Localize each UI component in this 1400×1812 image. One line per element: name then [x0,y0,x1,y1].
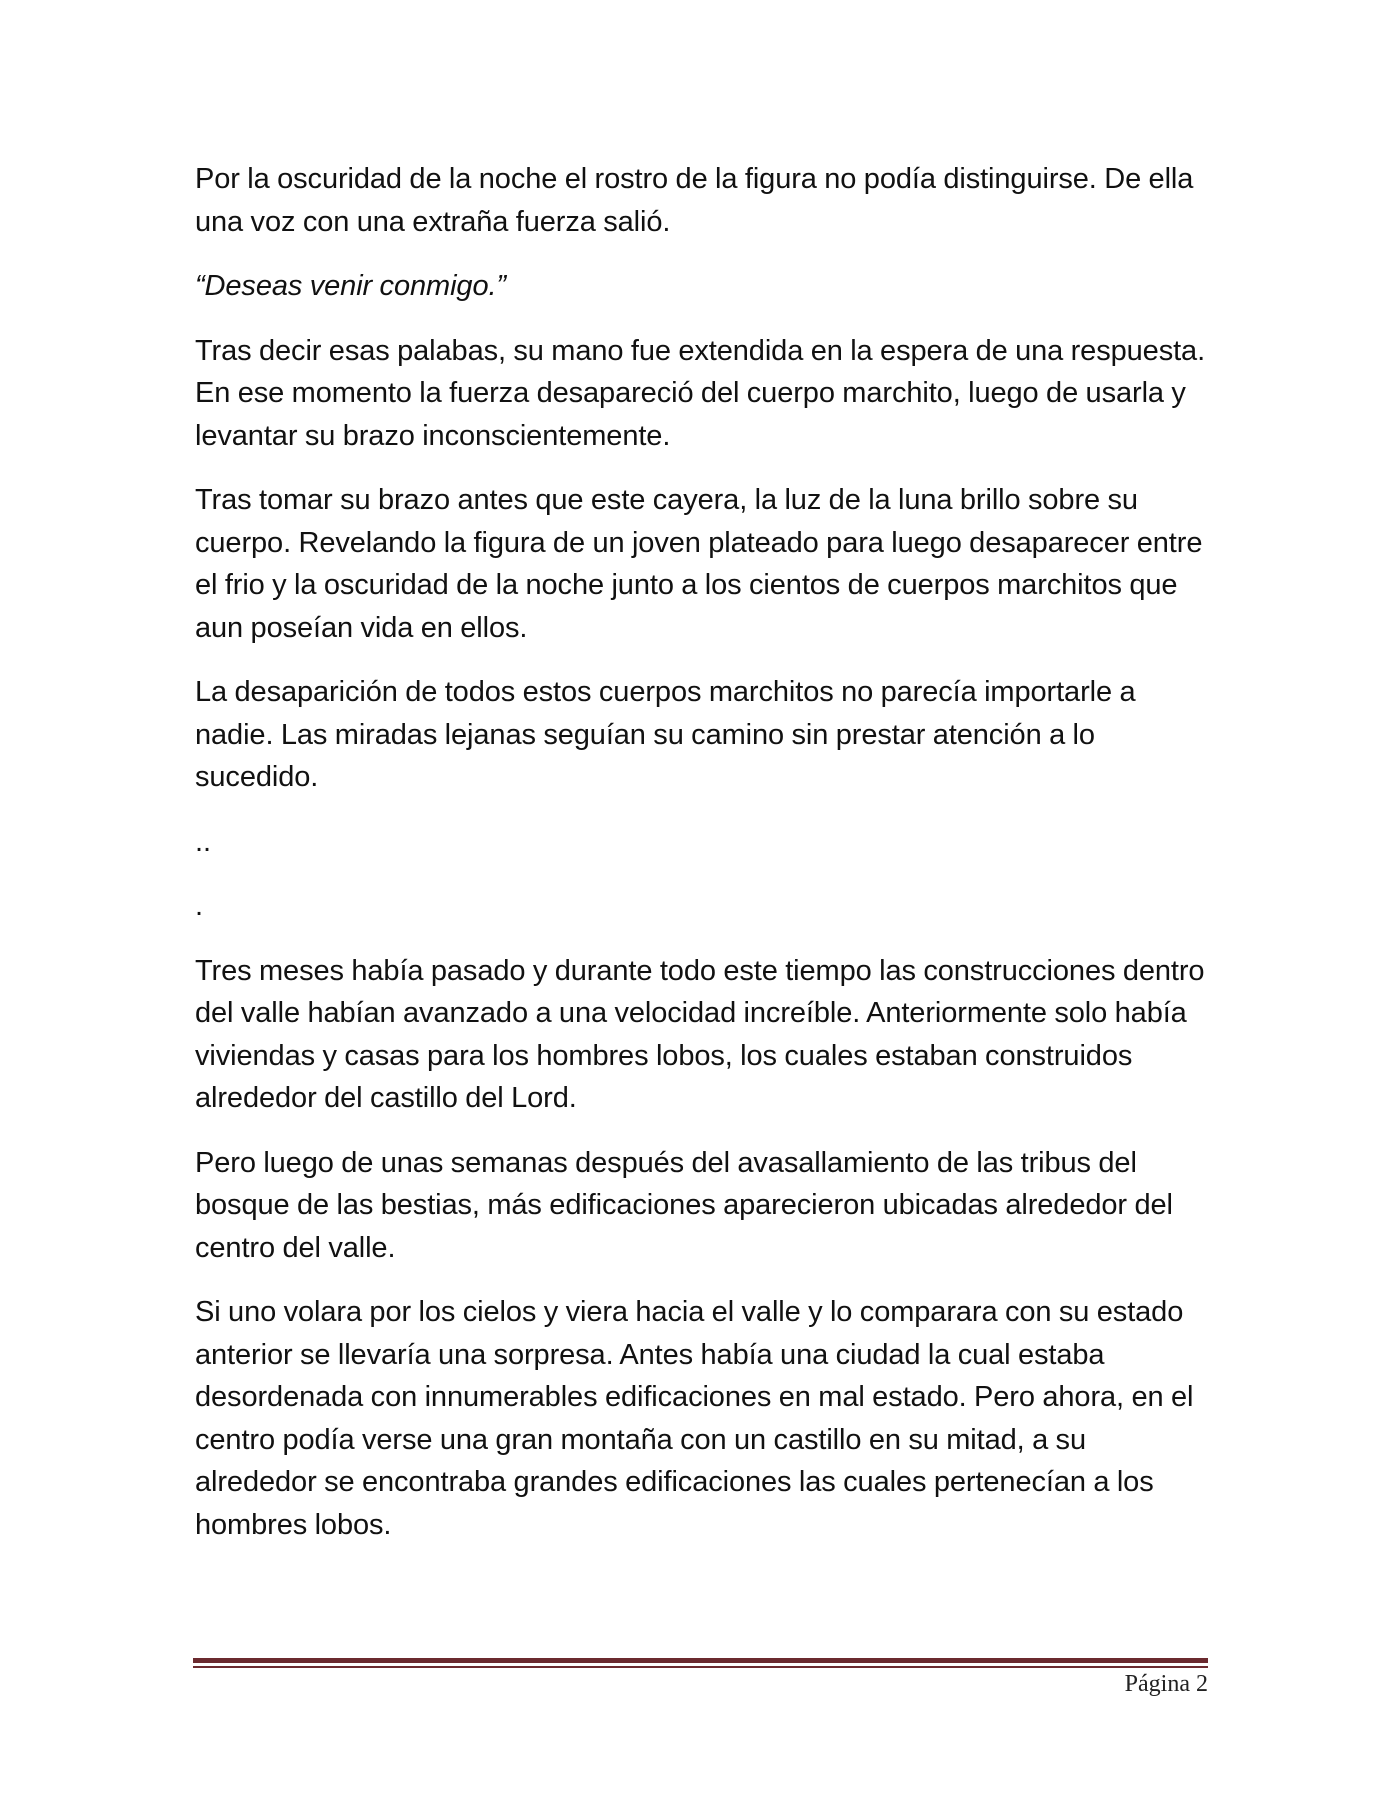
paragraph: Tres meses había pasado y durante todo este tiempo las construcciones dentro del valle habían avanzado a una velocidad increíble. Anteriormente solo había viviendas y casas para los hombres lobos, los cuales estaban construidos alrededor del castillo del Lord. [195,954,1205,1114]
paragraph: Si uno volara por los cielos y viera hacia el valle y lo comparara con su estado anterior se llevaría una sorpresa. Antes había una ciudad la cual estaba desordenada con innumerables edificaciones en mal estado. Pero ahora, en el centro podía verse una gran montaña con un castillo en su mitad, a su alrededor se encontraba grandes edificaciones las cuales pertenecían a los hombres lobos. [195,1296,1194,1541]
dialogue-line: “Deseas venir conmigo.” [195,270,506,302]
body-text [195,158,1215,1568]
page-number: Página 2 [1124,1671,1208,1697]
paragraph: La desaparición de todos estos cuerpos marchitos no parecía importarle a nadie. Las miradas lejanas seguían su camino sin prestar atención a lo sucedido. [195,676,1136,793]
paragraph: Por la oscuridad de la noche el rostro de la figura no podía distinguirse. De ella una voz con una extraña fuerza salió. [195,163,1194,238]
scene-break-dot: . [195,890,203,922]
footer-rule-thin [193,1666,1208,1668]
paragraph: Pero luego de unas semanas después del avasallamiento de las tribus del bosque de las bestias, más edificaciones aparecieron ubicadas alrededor del centro del valle. [195,1146,1173,1264]
paragraph: Tras decir esas palabas, su mano fue extendida en la espera de una respuesta. En ese momento la fuerza desapareció del cuerpo marchito, luego de usarla y levantar su brazo inconscientemente. [195,334,1206,452]
scene-break-dots: .. [195,825,211,858]
footer-rule [193,1658,1208,1663]
paragraph: Tras tomar su brazo antes que este cayera, la luz de la luna brillo sobre su cuerpo. Revelando la figura de un joven plateado para luego desaparecer entre el frio y la oscuridad de la noche junto a los cientos de cuerpos marchitos que aun poseían vida en ellos. [195,484,1203,644]
